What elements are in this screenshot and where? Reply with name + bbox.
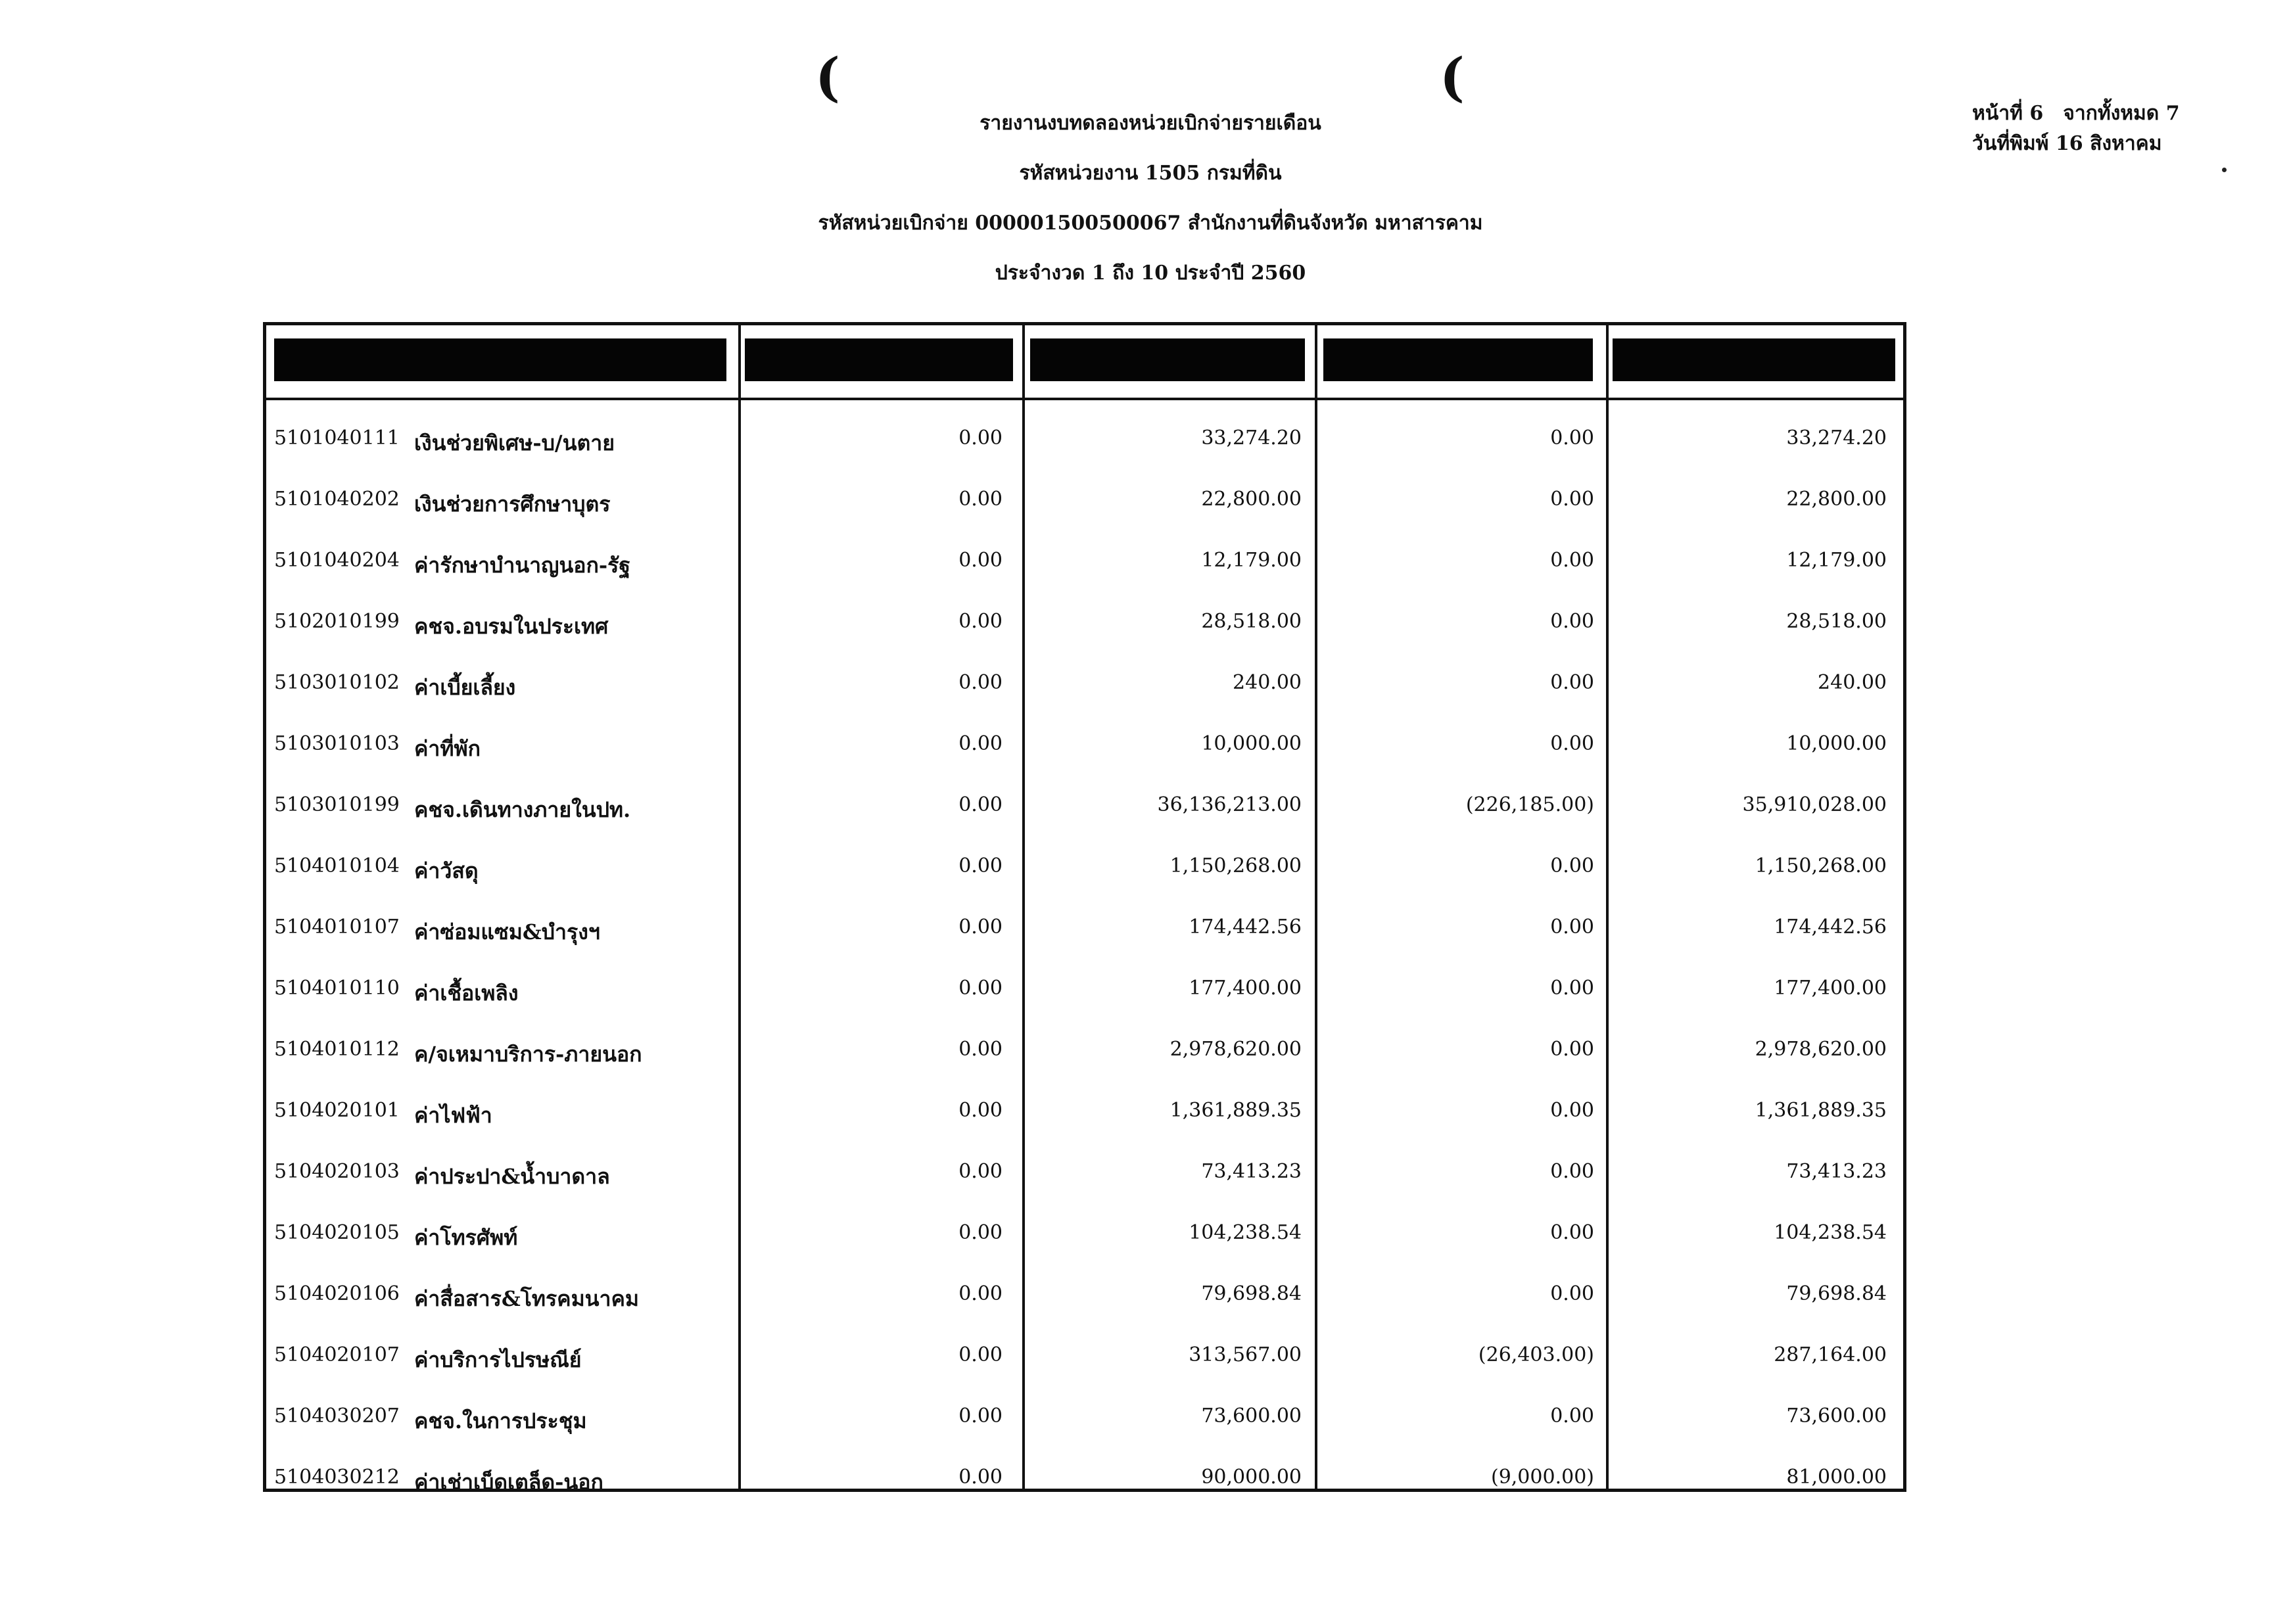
account-code: 5104020106 xyxy=(274,1282,400,1305)
table-row xyxy=(266,1260,1903,1321)
table-row xyxy=(266,832,1903,893)
account-code: 5104020101 xyxy=(274,1099,400,1122)
account-name: ค่าสื่อสาร&โทรคมนาคม xyxy=(414,1286,640,1311)
table-row xyxy=(266,1199,1903,1260)
amount-col4: 33,274.20 xyxy=(1786,427,1887,450)
amount-col3: 0.00 xyxy=(1550,427,1594,450)
amount-col1: 0.00 xyxy=(958,1160,1003,1183)
table-row xyxy=(266,526,1903,588)
account-name: ค่าเบี้ยเลี้ยง xyxy=(414,675,516,700)
amount-col1: 0.00 xyxy=(958,427,1003,450)
table-header-row xyxy=(266,325,1903,400)
account-name: ค่าเช่าเบ็ดเตล็ด-นอก xyxy=(414,1470,603,1495)
amount-col2: 90,000.00 xyxy=(1201,1466,1302,1489)
amount-col2: 73,413.23 xyxy=(1201,1160,1302,1183)
amount-col3: 0.00 xyxy=(1550,1282,1594,1305)
account-code: 5104020105 xyxy=(274,1221,400,1244)
amount-col3: 0.00 xyxy=(1550,916,1594,939)
amount-col2: 36,136,213.00 xyxy=(1157,793,1302,816)
account-code: 5101040202 xyxy=(274,488,400,511)
amount-col1: 0.00 xyxy=(958,916,1003,939)
amount-col2: 104,238.54 xyxy=(1189,1221,1302,1244)
amount-col1: 0.00 xyxy=(958,793,1003,816)
amount-col1: 0.00 xyxy=(958,549,1003,572)
amount-col2: 2,978,620.00 xyxy=(1169,1038,1302,1061)
amount-col4: 12,179.00 xyxy=(1786,549,1887,572)
amount-col1: 0.00 xyxy=(958,1404,1003,1427)
account-name: ค่าบริการไปรษณีย์ xyxy=(414,1347,582,1372)
amount-col3: 0.00 xyxy=(1550,610,1594,633)
amount-col4: 104,238.54 xyxy=(1774,1221,1887,1244)
speck xyxy=(2222,168,2227,172)
amount-col2: 28,518.00 xyxy=(1201,610,1302,633)
account-code: 5102010199 xyxy=(274,610,400,633)
account-code: 5104020103 xyxy=(274,1160,400,1183)
amount-col2: 1,361,889.35 xyxy=(1169,1099,1302,1122)
amount-col3: 0.00 xyxy=(1550,1099,1594,1122)
account-name: คชจ.อบรมในประเทศ xyxy=(414,614,609,639)
account-code: 5101040204 xyxy=(274,549,400,572)
account-name: ค่าซ่อมแซม&บำรุงฯ xyxy=(414,919,600,944)
account-name: ค่าโทรศัพท์ xyxy=(414,1225,518,1250)
redacted-header-account xyxy=(274,338,726,381)
table-row xyxy=(266,1382,1903,1443)
amount-col3: 0.00 xyxy=(1550,854,1594,877)
amount-col4: 1,150,268.00 xyxy=(1755,854,1887,877)
amount-col3: 0.00 xyxy=(1550,977,1594,1000)
amount-col3: (226,185.00) xyxy=(1465,793,1594,816)
amount-col4: 81,000.00 xyxy=(1786,1466,1887,1489)
punch-hole-mark-left: ( xyxy=(815,46,840,108)
account-code: 5103010103 xyxy=(274,732,400,755)
amount-col3: 0.00 xyxy=(1550,488,1594,511)
table-row xyxy=(266,1321,1903,1382)
account-name: ค่าวัสดุ xyxy=(414,858,479,883)
agency-code-line: รหัสหน่วยงาน 1505 กรมที่ดิน xyxy=(1019,162,1282,185)
amount-col2: 313,567.00 xyxy=(1189,1343,1302,1366)
account-name: ค่ารักษาบำนาญนอก-รัฐ xyxy=(414,553,630,578)
amount-col4: 28,518.00 xyxy=(1786,610,1887,633)
amount-col1: 0.00 xyxy=(958,732,1003,755)
amount-col1: 0.00 xyxy=(958,610,1003,633)
account-name: ค่าไฟฟ้า xyxy=(414,1103,492,1128)
amount-col4: 287,164.00 xyxy=(1774,1343,1887,1366)
amount-col3: (26,403.00) xyxy=(1478,1343,1594,1366)
amount-col4: 10,000.00 xyxy=(1786,732,1887,755)
account-code: 5104010104 xyxy=(274,854,400,877)
amount-col4: 240.00 xyxy=(1818,671,1887,694)
table-row xyxy=(266,1015,1903,1077)
amount-col1: 0.00 xyxy=(958,1282,1003,1305)
amount-col4: 73,413.23 xyxy=(1786,1160,1887,1183)
amount-col2: 73,600.00 xyxy=(1201,1404,1302,1427)
print-date: วันที่พิมพ์ 16 สิงหาคม xyxy=(1972,132,2162,155)
account-code: 5104020107 xyxy=(274,1343,400,1366)
amount-col1: 0.00 xyxy=(958,1221,1003,1244)
ledger-table xyxy=(263,322,1906,1495)
page-total: จากทั้งหมด 7 xyxy=(2063,102,2180,125)
account-code: 5103010102 xyxy=(274,671,400,694)
amount-col3: 0.00 xyxy=(1550,549,1594,572)
account-code: 5104010112 xyxy=(274,1038,400,1061)
table-row xyxy=(266,1443,1903,1504)
amount-col2: 177,400.00 xyxy=(1189,977,1302,1000)
amount-col1: 0.00 xyxy=(958,1466,1003,1489)
redacted-header-col4 xyxy=(1613,338,1895,381)
redacted-header-col1 xyxy=(745,338,1013,381)
report-header xyxy=(723,99,1578,298)
amount-col4: 177,400.00 xyxy=(1774,977,1887,1000)
account-code: 5104010110 xyxy=(274,977,400,1000)
amount-col2: 10,000.00 xyxy=(1201,732,1302,755)
amount-col1: 0.00 xyxy=(958,671,1003,694)
page-number: หน้าที่ 6 xyxy=(1972,102,2044,125)
amount-col4: 79,698.84 xyxy=(1786,1282,1887,1305)
account-name: ค/จเหมาบริการ-ภายนอก xyxy=(414,1042,642,1067)
amount-col3: (9,000.00) xyxy=(1490,1466,1594,1489)
table-row xyxy=(266,649,1903,710)
table-row xyxy=(266,588,1903,649)
account-name: เงินช่วยพิเศษ-บ/นตาย xyxy=(414,430,615,455)
table-row xyxy=(266,465,1903,526)
amount-col3: 0.00 xyxy=(1550,1404,1594,1427)
amount-col2: 240.00 xyxy=(1233,671,1302,694)
amount-col3: 0.00 xyxy=(1550,1038,1594,1061)
amount-col4: 1,361,889.35 xyxy=(1755,1099,1887,1122)
account-code: 5103010199 xyxy=(274,793,400,816)
amount-col2: 12,179.00 xyxy=(1201,549,1302,572)
amount-col2: 79,698.84 xyxy=(1201,1282,1302,1305)
amount-col1: 0.00 xyxy=(958,977,1003,1000)
account-name: ค่าเชื้อเพลิง xyxy=(414,981,519,1006)
table-row xyxy=(266,710,1903,771)
amount-col2: 22,800.00 xyxy=(1201,488,1302,511)
punch-hole-mark-right: ( xyxy=(1440,46,1465,108)
disbursement-unit-line: รหัสหน่วยเบิกจ่าย 000001500500067 สำนักงานที่ดินจังหวัด มหาสารคาม xyxy=(818,212,1483,235)
amount-col2: 174,442.56 xyxy=(1189,916,1302,939)
redacted-header-col2 xyxy=(1030,338,1305,381)
amount-col4: 73,600.00 xyxy=(1786,1404,1887,1427)
amount-col1: 0.00 xyxy=(958,1038,1003,1061)
report-title: รายงานงบทดลองหน่วยเบิกจ่ายรายเดือน xyxy=(980,112,1321,135)
account-name: คชจ.ในการประชุม xyxy=(414,1408,587,1433)
amount-col2: 1,150,268.00 xyxy=(1169,854,1302,877)
amount-col3: 0.00 xyxy=(1550,732,1594,755)
amount-col3: 0.00 xyxy=(1550,1221,1594,1244)
amount-col1: 0.00 xyxy=(958,488,1003,511)
amount-col1: 0.00 xyxy=(958,1343,1003,1366)
amount-col3: 0.00 xyxy=(1550,671,1594,694)
amount-col3: 0.00 xyxy=(1550,1160,1594,1183)
account-name: ค่าที่พัก xyxy=(414,736,481,761)
table-row xyxy=(266,1077,1903,1138)
account-code: 5104010107 xyxy=(274,916,400,939)
amount-col1: 0.00 xyxy=(958,1099,1003,1122)
amount-col4: 2,978,620.00 xyxy=(1755,1038,1887,1061)
amount-col2: 33,274.20 xyxy=(1201,427,1302,450)
table-row xyxy=(266,893,1903,954)
table-row xyxy=(266,771,1903,832)
amount-col4: 22,800.00 xyxy=(1786,488,1887,511)
account-code: 5101040111 xyxy=(274,427,400,450)
table-row xyxy=(266,1138,1903,1199)
redacted-header-col3 xyxy=(1323,338,1593,381)
account-code: 5104030212 xyxy=(274,1466,400,1489)
table-row xyxy=(266,954,1903,1015)
amount-col1: 0.00 xyxy=(958,854,1003,877)
amount-col4: 174,442.56 xyxy=(1774,916,1887,939)
account-name: เงินช่วยการศึกษาบุตร xyxy=(414,492,611,517)
page-info xyxy=(1972,99,2248,159)
account-name: คชจ.เดินทางภายในปท. xyxy=(414,797,631,822)
amount-col4: 35,910,028.00 xyxy=(1742,793,1887,816)
table-row xyxy=(266,404,1903,465)
account-name: ค่าประปา&น้ำบาดาล xyxy=(414,1164,610,1189)
account-code: 5104030207 xyxy=(274,1404,400,1427)
period-line: ประจำงวด 1 ถึง 10 ประจำปี 2560 xyxy=(995,262,1306,285)
